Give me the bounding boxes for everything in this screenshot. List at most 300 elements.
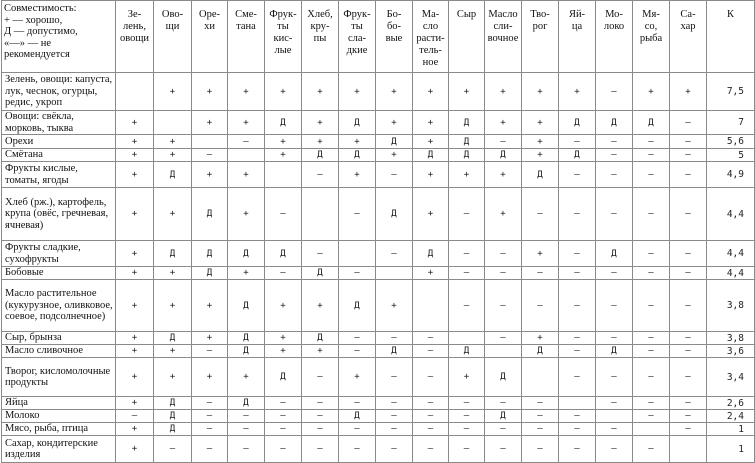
compatibility-cell: + [339,135,376,149]
column-header [376,1,413,73]
column-header-label: Сыр [456,9,477,20]
compatibility-cell: Д [302,149,339,162]
compatibility-cell: + [116,345,154,358]
compatibility-cell: – [670,241,707,267]
compatibility-cell: + [339,73,376,111]
row-label: Зелень, овощи: капуста, лук, чеснок, огурцы, редис, укроп [2,73,116,111]
row-label: Масло сливочное [2,345,116,358]
compatibility-cell: – [633,162,670,188]
compatibility-cell [522,358,559,397]
table-row [2,149,755,162]
column-header [154,1,192,73]
row-label: Молоко [2,410,116,423]
compatibility-cell: – [559,135,596,149]
compatibility-cell: – [670,188,707,241]
compatibility-cell: – [633,241,670,267]
compatibility-cell: + [116,267,154,280]
compatibility-cell: Д [228,332,265,345]
row-label: Фрукты кислые, томаты, ягоды [2,162,116,188]
compatibility-cell: – [376,241,413,267]
k-value-cell: 7,5 [707,73,755,111]
compatibility-cell: – [376,423,413,436]
compatibility-cell: + [228,162,265,188]
compatibility-cell: – [413,410,449,423]
compatibility-cell: Д [192,241,228,267]
compatibility-cell: – [192,423,228,436]
compatibility-cell: + [413,267,449,280]
compatibility-cell: – [559,280,596,332]
compatibility-cell: Д [265,111,302,135]
table-row [2,423,755,436]
column-header-label: Мо- локо [603,9,625,33]
compatibility-cell: + [265,280,302,332]
column-header-label: Са- хар [680,9,696,33]
compatibility-cell: + [485,73,522,111]
compatibility-cell: – [596,358,633,397]
compatibility-cell [485,345,522,358]
compatibility-cell: – [228,135,265,149]
compatibility-cell: Д [633,111,670,135]
compatibility-cell: – [485,436,522,463]
compatibility-cell: – [670,332,707,345]
compatibility-cell: Д [559,149,596,162]
row-label: Хлеб (рж.), картофель, крупа (овёс, гречневая, ячневая) [2,188,116,241]
compatibility-cell: + [339,162,376,188]
compatibility-cell: + [302,280,339,332]
compatibility-cell: – [670,135,707,149]
compatibility-cell: – [413,332,449,345]
table-row [2,111,755,135]
compatibility-cell: + [228,267,265,280]
row-label: Яйца [2,397,116,410]
column-header [413,1,449,73]
compatibility-cell: Д [413,241,449,267]
compatibility-cell: + [192,162,228,188]
compatibility-cell: – [339,188,376,241]
column-header-label: Ово- щи [161,9,184,33]
compatibility-cell: – [596,73,633,111]
k-value-cell: 3,8 [707,332,755,345]
compatibility-cell: – [339,423,376,436]
compatibility-cell: – [413,345,449,358]
compatibility-cell: – [633,397,670,410]
compatibility-cell: – [192,410,228,423]
compatibility-cell: – [302,410,339,423]
compatibility-cell: – [376,332,413,345]
compatibility-cell: – [192,149,228,162]
compatibility-cell: – [228,436,265,463]
compatibility-cell [116,73,154,111]
row-label: Творог, кисломолочные продукты [2,358,116,397]
column-header-label: Сме- тана [235,9,257,33]
compatibility-cell: – [522,410,559,423]
food-compatibility-table [1,0,755,463]
compatibility-cell: – [559,162,596,188]
compatibility-cell: – [596,267,633,280]
k-value-cell: 7 [707,111,755,135]
compatibility-cell: + [485,162,522,188]
column-header-label: Хлеб, кру- пы [307,9,333,45]
k-value-cell: 2,4 [707,410,755,423]
compatibility-cell: + [116,423,154,436]
compatibility-cell: – [485,267,522,280]
compatibility-cell: Д [228,345,265,358]
compatibility-cell: + [154,280,192,332]
compatibility-cell: – [302,358,339,397]
compatibility-cell: + [633,73,670,111]
compatibility-cell: – [670,149,707,162]
compatibility-cell: – [339,332,376,345]
compatibility-cell: – [192,397,228,410]
column-header [116,1,154,73]
compatibility-cell: – [633,188,670,241]
table-row [2,436,755,463]
column-header-label: Фрук- ты кис- лые [269,9,297,57]
compatibility-cell: – [265,423,302,436]
compatibility-cell: – [522,397,559,410]
compatibility-cell: – [376,397,413,410]
compatibility-cell [339,241,376,267]
column-header [670,1,707,73]
column-header [449,1,485,73]
compatibility-cell: – [559,188,596,241]
k-value-cell: 4,4 [707,267,755,280]
compatibility-cell: – [302,241,339,267]
compatibility-cell: + [413,188,449,241]
compatibility-cell: + [116,241,154,267]
compatibility-cell: – [596,162,633,188]
k-value-cell: 1 [707,436,755,463]
column-header-label: Тво- рог [530,9,550,33]
compatibility-cell: + [670,73,707,111]
compatibility-cell: + [522,241,559,267]
compatibility-cell: Д [449,345,485,358]
compatibility-cell: – [302,162,339,188]
compatibility-cell: – [228,410,265,423]
compatibility-cell: – [596,423,633,436]
compatibility-cell: + [485,111,522,135]
compatibility-table-container [1,0,755,463]
column-header [228,1,265,73]
compatibility-cell: – [485,423,522,436]
compatibility-cell: – [670,111,707,135]
compatibility-cell: Д [302,332,339,345]
compatibility-cell: Д [596,345,633,358]
compatibility-cell: – [596,188,633,241]
compatibility-cell: + [154,135,192,149]
compatibility-cell: + [192,280,228,332]
compatibility-cell: + [485,188,522,241]
compatibility-cell: – [449,423,485,436]
column-header [559,1,596,73]
compatibility-cell: + [302,135,339,149]
compatibility-cell: Д [413,149,449,162]
table-row [2,135,755,149]
compatibility-cell: – [670,345,707,358]
column-header [265,1,302,73]
compatibility-cell: – [485,397,522,410]
compatibility-cell: – [192,436,228,463]
table-row [2,267,755,280]
compatibility-cell: Д [154,332,192,345]
header-row [2,1,755,73]
compatibility-cell: Д [339,280,376,332]
compatibility-cell: + [449,162,485,188]
compatibility-cell: Д [192,267,228,280]
compatibility-cell: Д [192,188,228,241]
compatibility-cell: + [265,149,302,162]
compatibility-cell: – [559,241,596,267]
compatibility-cell: Д [228,241,265,267]
compatibility-cell: Д [339,111,376,135]
compatibility-cell: + [154,73,192,111]
compatibility-cell: Д [154,410,192,423]
compatibility-cell: – [596,149,633,162]
compatibility-cell: + [376,149,413,162]
compatibility-cell: – [339,345,376,358]
compatibility-cell: + [413,162,449,188]
compatibility-cell: + [228,188,265,241]
compatibility-cell: – [449,241,485,267]
compatibility-cell: – [485,241,522,267]
compatibility-cell: – [265,410,302,423]
compatibility-cell: Д [559,111,596,135]
compatibility-cell [265,162,302,188]
compatibility-cell: – [596,436,633,463]
column-header-label: Бо- бо- вые [385,9,403,45]
compatibility-cell: Д [485,149,522,162]
table-body [2,73,755,463]
compatibility-cell: + [522,73,559,111]
compatibility-cell: + [192,111,228,135]
compatibility-cell: – [413,423,449,436]
compatibility-cell [670,436,707,463]
column-header [485,1,522,73]
compatibility-cell: Д [449,149,485,162]
table-row [2,162,755,188]
compatibility-cell: – [559,410,596,423]
compatibility-cell: + [522,111,559,135]
compatibility-cell: + [154,345,192,358]
compatibility-cell: Д [154,397,192,410]
compatibility-cell: – [633,332,670,345]
compatibility-cell: Д [522,162,559,188]
compatibility-cell: – [596,135,633,149]
k-value-cell: 5,6 [707,135,755,149]
compatibility-cell: – [485,280,522,332]
row-label: Смётана [2,149,116,162]
compatibility-cell: + [449,73,485,111]
compatibility-cell: – [633,410,670,423]
compatibility-cell: + [265,332,302,345]
compatibility-cell: – [449,436,485,463]
compatibility-cell: – [265,267,302,280]
table-row [2,332,755,345]
compatibility-cell: + [228,358,265,397]
compatibility-cell: – [339,267,376,280]
row-label: Сыр, брынза [2,332,116,345]
compatibility-cell: + [116,162,154,188]
table-row [2,241,755,267]
compatibility-cell: + [413,111,449,135]
compatibility-cell: + [116,436,154,463]
compatibility-cell: Д [154,241,192,267]
compatibility-cell: + [116,332,154,345]
column-header-label: Масло сли- вочное [487,9,519,45]
compatibility-cell: Д [596,111,633,135]
compatibility-cell: – [376,162,413,188]
compatibility-cell: + [192,358,228,397]
compatibility-cell: + [116,280,154,332]
legend-text: Совместимость: + — хорошо, Д — допустимо, «—» — не рекомендуется [4,3,78,61]
compatibility-cell: + [154,358,192,397]
compatibility-cell: – [559,267,596,280]
compatibility-cell: – [265,436,302,463]
compatibility-cell: + [559,73,596,111]
k-value-cell: 3,6 [707,345,755,358]
compatibility-cell: + [413,135,449,149]
compatibility-cell: Д [154,162,192,188]
compatibility-cell: + [449,358,485,397]
compatibility-cell: – [228,423,265,436]
compatibility-cell: – [449,410,485,423]
compatibility-cell: – [633,436,670,463]
compatibility-cell: – [154,436,192,463]
compatibility-cell: Д [302,267,339,280]
compatibility-cell [302,188,339,241]
compatibility-cell: Д [339,149,376,162]
compatibility-cell: – [633,267,670,280]
compatibility-cell: + [154,267,192,280]
compatibility-cell: – [596,397,633,410]
compatibility-cell: – [522,423,559,436]
compatibility-cell: Д [265,241,302,267]
compatibility-cell [413,280,449,332]
compatibility-cell: + [116,135,154,149]
k-value-cell: 1 [707,423,755,436]
compatibility-cell: – [449,188,485,241]
compatibility-cell: – [413,436,449,463]
compatibility-cell: + [376,73,413,111]
compatibility-cell: + [265,73,302,111]
compatibility-cell [559,397,596,410]
compatibility-cell: + [302,345,339,358]
compatibility-cell: – [485,135,522,149]
compatibility-cell: – [376,358,413,397]
row-label: Орехи [2,135,116,149]
compatibility-cell: – [670,280,707,332]
compatibility-cell: – [670,358,707,397]
compatibility-cell [449,332,485,345]
compatibility-cell: + [228,73,265,111]
compatibility-cell: – [376,410,413,423]
compatibility-cell: – [192,345,228,358]
compatibility-cell: – [339,397,376,410]
compatibility-cell: – [559,436,596,463]
k-value-cell: 4,4 [707,241,755,267]
compatibility-cell: – [302,397,339,410]
compatibility-cell: – [413,397,449,410]
compatibility-cell: – [633,358,670,397]
compatibility-cell: – [485,332,522,345]
compatibility-cell: + [265,345,302,358]
compatibility-cell: – [596,332,633,345]
compatibility-cell: + [376,280,413,332]
compatibility-cell: Д [596,241,633,267]
column-header-label: Яй- ца [568,9,586,33]
row-label: Масло растительное (кукурузное, оливковое, соевое, подсолнечное) [2,280,116,332]
k-value-cell: 4,9 [707,162,755,188]
compatibility-cell: Д [228,280,265,332]
column-header-label: Оре- хи [199,9,220,33]
row-label: Мясо, рыба, птица [2,423,116,436]
compatibility-cell: + [154,149,192,162]
column-header-label: К [726,9,734,20]
compatibility-cell: – [559,332,596,345]
compatibility-cell: Д [522,345,559,358]
compatibility-cell: + [116,358,154,397]
compatibility-cell: – [559,345,596,358]
compatibility-cell: Д [485,410,522,423]
compatibility-cell: Д [154,423,192,436]
compatibility-cell: – [670,423,707,436]
table-row [2,410,755,423]
compatibility-cell: – [522,188,559,241]
compatibility-cell: – [559,358,596,397]
compatibility-cell: Д [376,345,413,358]
compatibility-cell: – [522,436,559,463]
compatibility-cell: + [302,73,339,111]
compatibility-cell [376,267,413,280]
column-header [192,1,228,73]
row-label: Овощи: свёкла, морковь, тыква [2,111,116,135]
compatibility-cell: Д [376,188,413,241]
row-label: Сахар, кондитерские изделия [2,436,116,463]
compatibility-cell: – [670,162,707,188]
compatibility-cell: + [154,188,192,241]
column-header-label: Ма- сло расти- тель- ное [416,9,445,69]
compatibility-cell: – [376,436,413,463]
column-header [633,1,670,73]
compatibility-cell [633,423,670,436]
compatibility-cell: – [302,436,339,463]
column-header [596,1,633,73]
column-header [707,1,755,73]
compatibility-cell [192,135,228,149]
compatibility-cell: Д [376,135,413,149]
compatibility-cell: – [596,280,633,332]
compatibility-cell: – [116,410,154,423]
compatibility-cell [154,111,192,135]
compatibility-cell: + [265,135,302,149]
compatibility-cell: – [670,267,707,280]
compatibility-cell: – [522,267,559,280]
column-header [522,1,559,73]
compatibility-cell: + [522,149,559,162]
legend-corner-cell [2,1,116,73]
compatibility-cell: Д [339,410,376,423]
compatibility-cell: – [633,345,670,358]
compatibility-cell: + [116,188,154,241]
compatibility-cell: + [228,111,265,135]
compatibility-cell: – [449,397,485,410]
compatibility-cell: Д [449,111,485,135]
column-header [339,1,376,73]
table-row [2,188,755,241]
k-value-cell: 3,8 [707,280,755,332]
compatibility-cell: + [116,111,154,135]
compatibility-cell: + [116,149,154,162]
